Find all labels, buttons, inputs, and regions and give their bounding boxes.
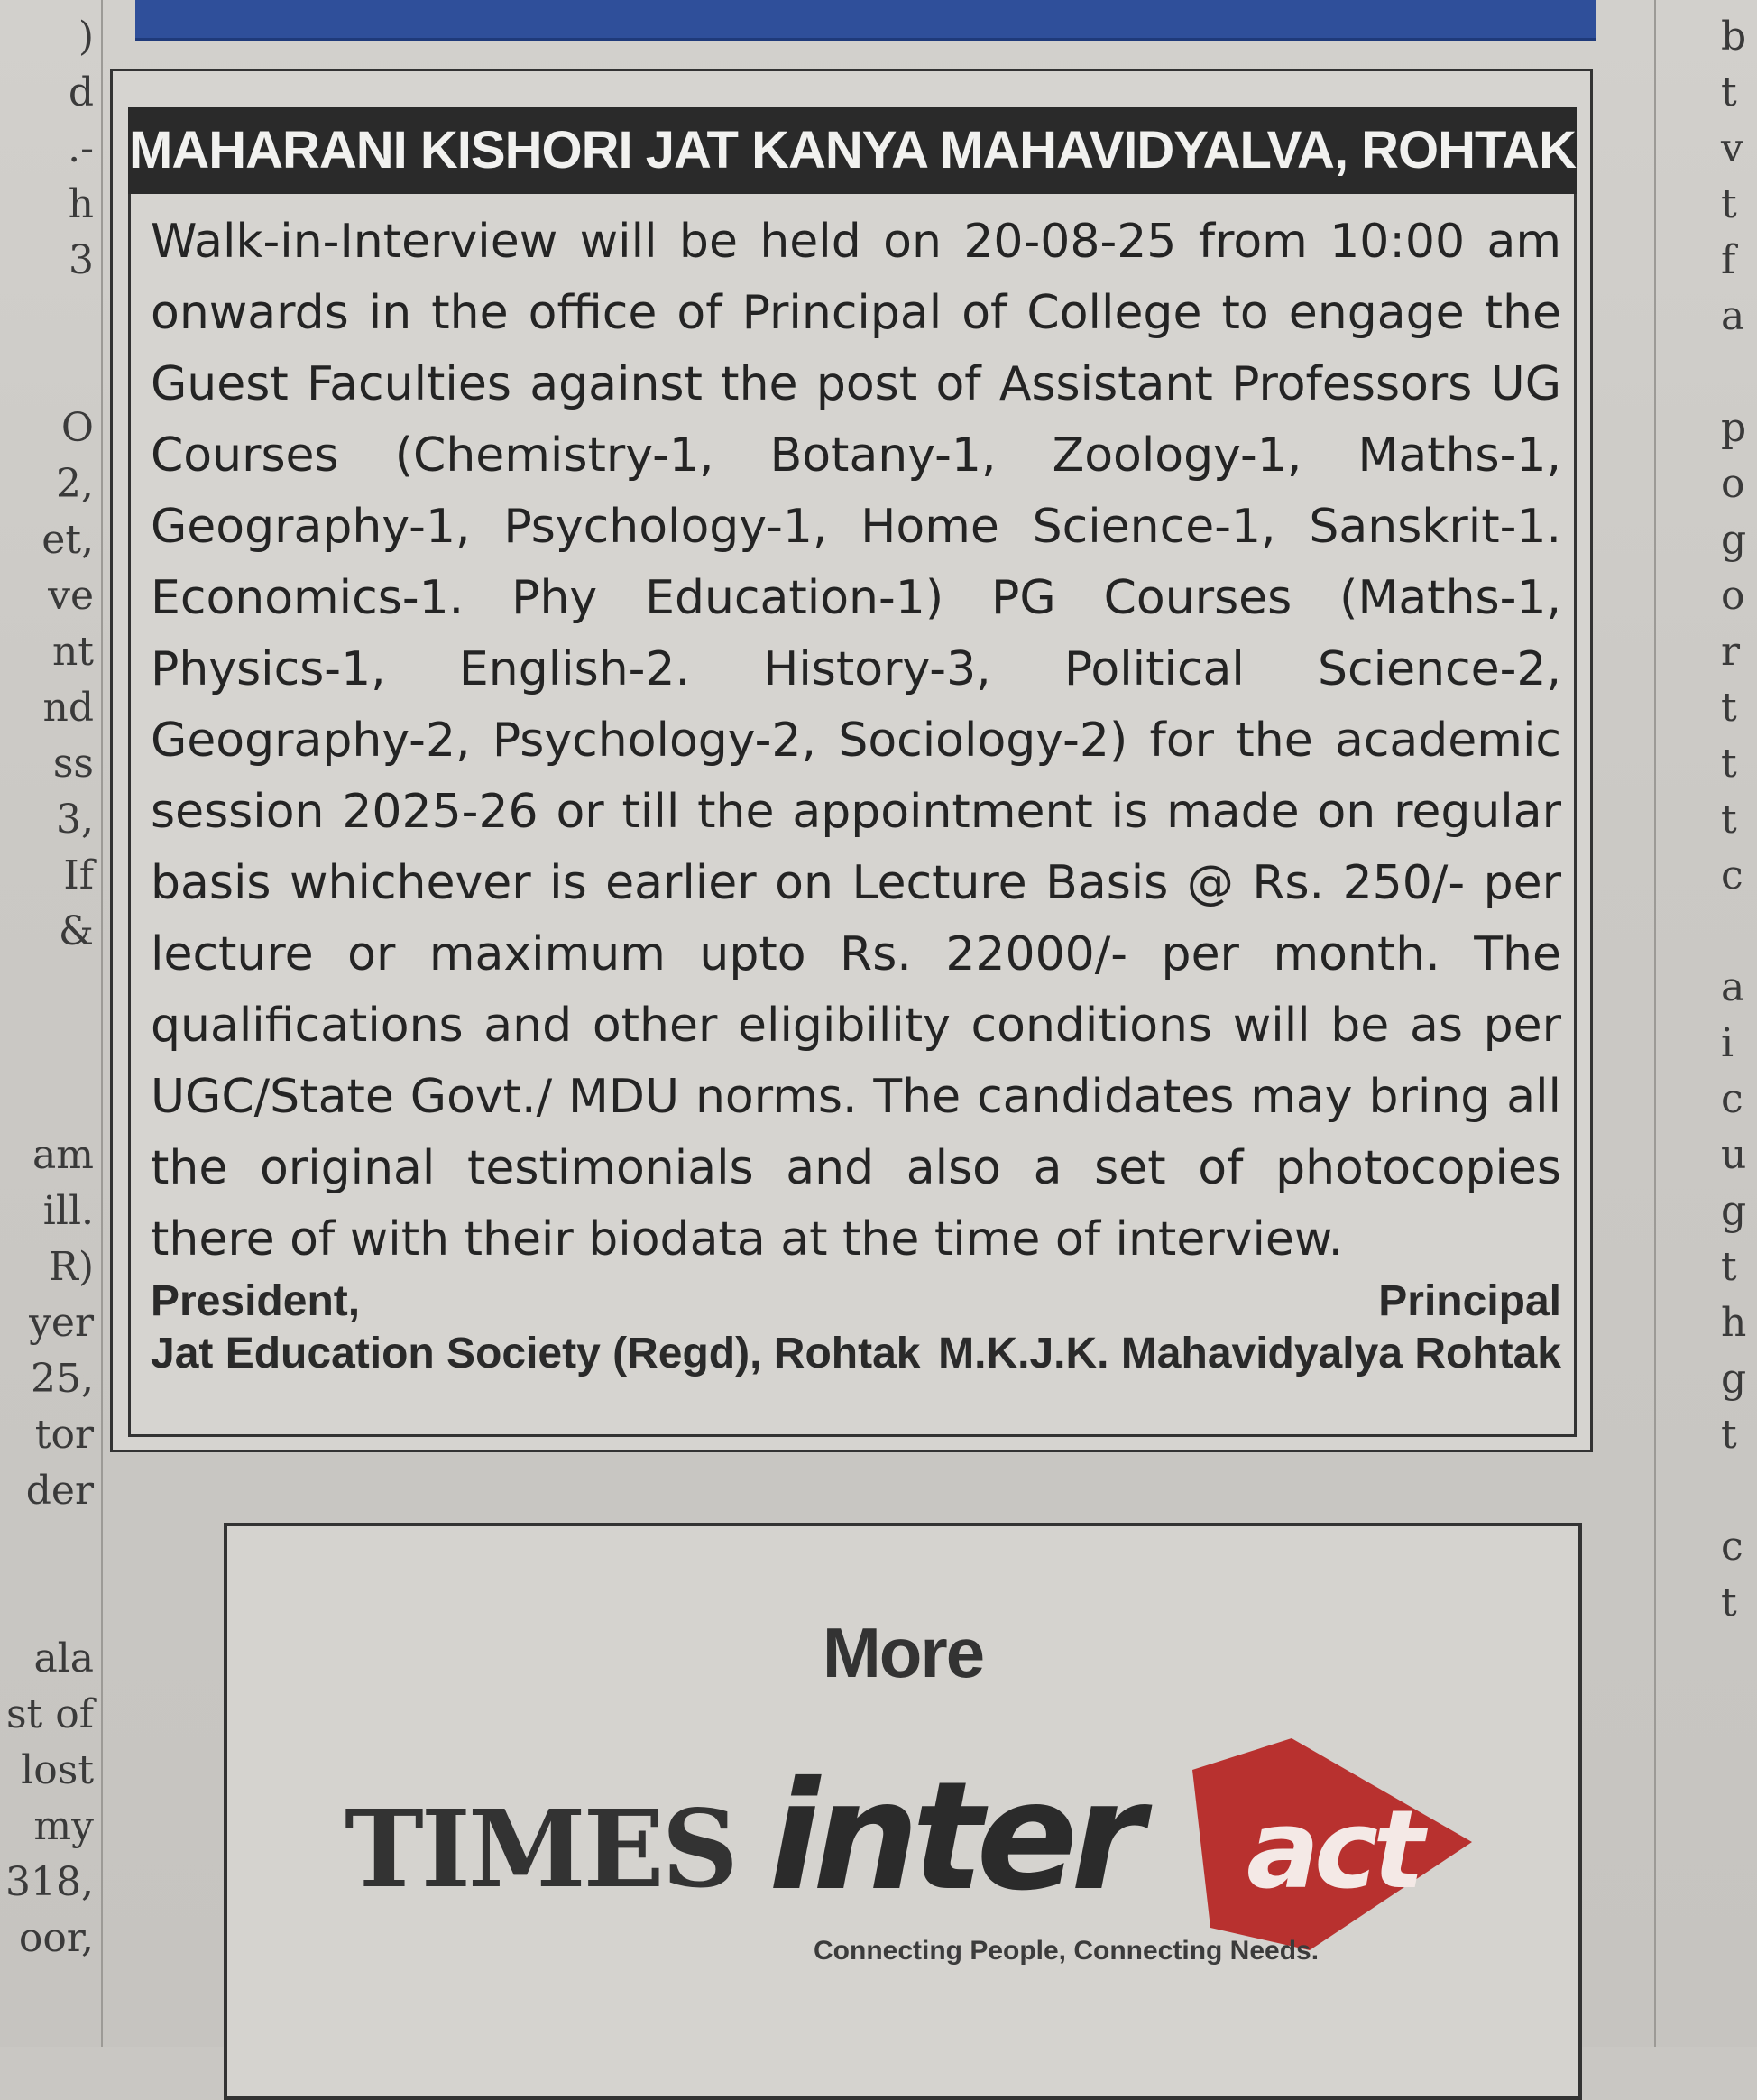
column-fragment: 2, (56, 461, 94, 507)
signatory-president-title: President, (151, 1277, 361, 1325)
column-fragment: lost (21, 1747, 94, 1793)
signatory-principal-title: Principal (1378, 1277, 1561, 1325)
column-fragment: st of (5, 1691, 94, 1737)
column-divider (1654, 0, 1656, 2047)
column-fragment: ) (78, 14, 94, 60)
logo-times-text: TIMES (345, 1786, 736, 1911)
column-fragment: 318, (5, 1859, 94, 1905)
column-fragment: oor, (18, 1915, 94, 1961)
column-fragment: t (1721, 1244, 1737, 1290)
column-fragment: o (1721, 461, 1745, 507)
column-fragment: a (1721, 293, 1745, 339)
column-fragment: a (1721, 964, 1745, 1010)
column-fragment (0, 960, 94, 1016)
column-fragment: .- (68, 125, 94, 171)
signatory-president (151, 1276, 920, 1380)
column-fragment (0, 345, 94, 401)
column-fragment: c (1721, 852, 1743, 898)
column-fragment: nd (42, 685, 94, 731)
column-fragment: t (1721, 685, 1737, 731)
ad-content (128, 194, 1577, 1437)
column-fragment: et, (41, 517, 94, 563)
column-fragment: g (1721, 517, 1747, 563)
column-fragment: h (68, 181, 94, 227)
column-fragment: g (1721, 1188, 1747, 1234)
column-fragment: R) (48, 1244, 94, 1290)
column-fragment: t (1721, 797, 1737, 843)
column-fragment: r (1721, 629, 1741, 675)
header-strip (135, 0, 1596, 41)
column-fragment: ill. (42, 1188, 94, 1234)
column-fragment: O (60, 405, 94, 451)
column-fragment: my (33, 1803, 94, 1849)
column-fragment: 3, (56, 797, 94, 843)
column-fragment: If (63, 852, 94, 898)
column-fragment: f (1721, 237, 1736, 283)
column-fragment: h (1721, 1300, 1747, 1346)
ad-body-text: Walk-in-Interview will be held on 20-08-25 from 10:00 am onwards in the office of Principal of College to engage the Guest Faculties against the post of Assistant Professors UG Courses (Chemistry-1, Botany-1, Zoology-1, Maths-1, Geography-1, Psychology-1, Home Science-1, Sanskrit-1. Economics-1. Phy Education-1) PG Courses (Maths-1, Physics-1, English-2. History-3, Political Science-2, Geography-2, Psychology-2, Sociology-2) for the academic session 2025-26 or till the appointment is made on regular basis whichever is earlier on Lecture Basis @ Rs. 250/- per lecture or maximum upto Rs. 22000/- per month. The qualifications and other eligibility conditions will be as per UGC/State Govt./ MDU norms. The candidates may bring all the original testimonials and also a set of photocopies there of with their biodata at the time of interview. (151, 215, 1561, 1266)
column-divider (101, 0, 103, 2047)
column-fragment: v (1721, 125, 1743, 171)
column-fragment (1721, 1463, 1757, 1519)
column-fragment: t (1721, 181, 1737, 227)
column-fragment: & (58, 908, 94, 954)
column-fragment: b (1721, 14, 1747, 60)
column-fragment: nt (51, 629, 94, 675)
column-fragment: der (25, 1468, 94, 1514)
column-fragment: p (1721, 405, 1747, 451)
logo-tagline: Connecting People, Connecting Needs. (814, 1936, 1320, 1966)
column-fragment: 25, (31, 1356, 94, 1402)
column-fragment (0, 1016, 94, 1072)
left-column-fragments (0, 9, 94, 1966)
signatory-principal-org: M.K.J.K. Mahavidyalya Rohtak (938, 1330, 1561, 1377)
column-fragment: t (1721, 741, 1737, 787)
column-fragment: yer (29, 1300, 94, 1346)
column-fragment: t (1721, 1580, 1737, 1626)
column-fragment (1721, 904, 1757, 960)
classified-ad (110, 69, 1593, 1452)
column-fragment: d (68, 69, 94, 115)
column-fragment: ala (33, 1635, 94, 1681)
column-fragment: i (1721, 1020, 1734, 1066)
logo-inter-text: inter (768, 1750, 1137, 1924)
column-fragment (0, 1519, 94, 1575)
logo-act-text: act (1246, 1788, 1420, 1913)
ad-title: MAHARANI KISHORI JAT KANYA MAHAVIDYALVA, ROHTAK (128, 107, 1577, 194)
column-fragment: u (1721, 1132, 1747, 1178)
right-column-fragments (1721, 9, 1757, 1631)
column-fragment: t (1721, 69, 1737, 115)
times-interact-logo (345, 1734, 1481, 1977)
times-interact-promo (224, 1523, 1582, 2100)
column-fragment (1721, 345, 1757, 401)
column-fragment: am (32, 1132, 94, 1178)
column-fragment: 3 (69, 237, 94, 283)
column-fragment: ve (48, 573, 94, 619)
column-fragment: tor (34, 1412, 94, 1458)
column-fragment: c (1721, 1524, 1743, 1570)
column-fragment: g (1721, 1356, 1747, 1402)
column-fragment: o (1721, 573, 1745, 619)
column-fragment: ss (52, 741, 94, 787)
column-fragment: t (1721, 1412, 1737, 1458)
signatory-president-org: Jat Education Society (Regd), Rohtak (151, 1330, 921, 1377)
promo-heading: More (822, 1613, 984, 1692)
signature-row (151, 1276, 1561, 1380)
column-fragment (0, 289, 94, 345)
column-fragment: c (1721, 1076, 1743, 1122)
signatory-principal (938, 1276, 1561, 1380)
column-fragment (0, 1575, 94, 1631)
column-fragment (0, 1072, 94, 1128)
